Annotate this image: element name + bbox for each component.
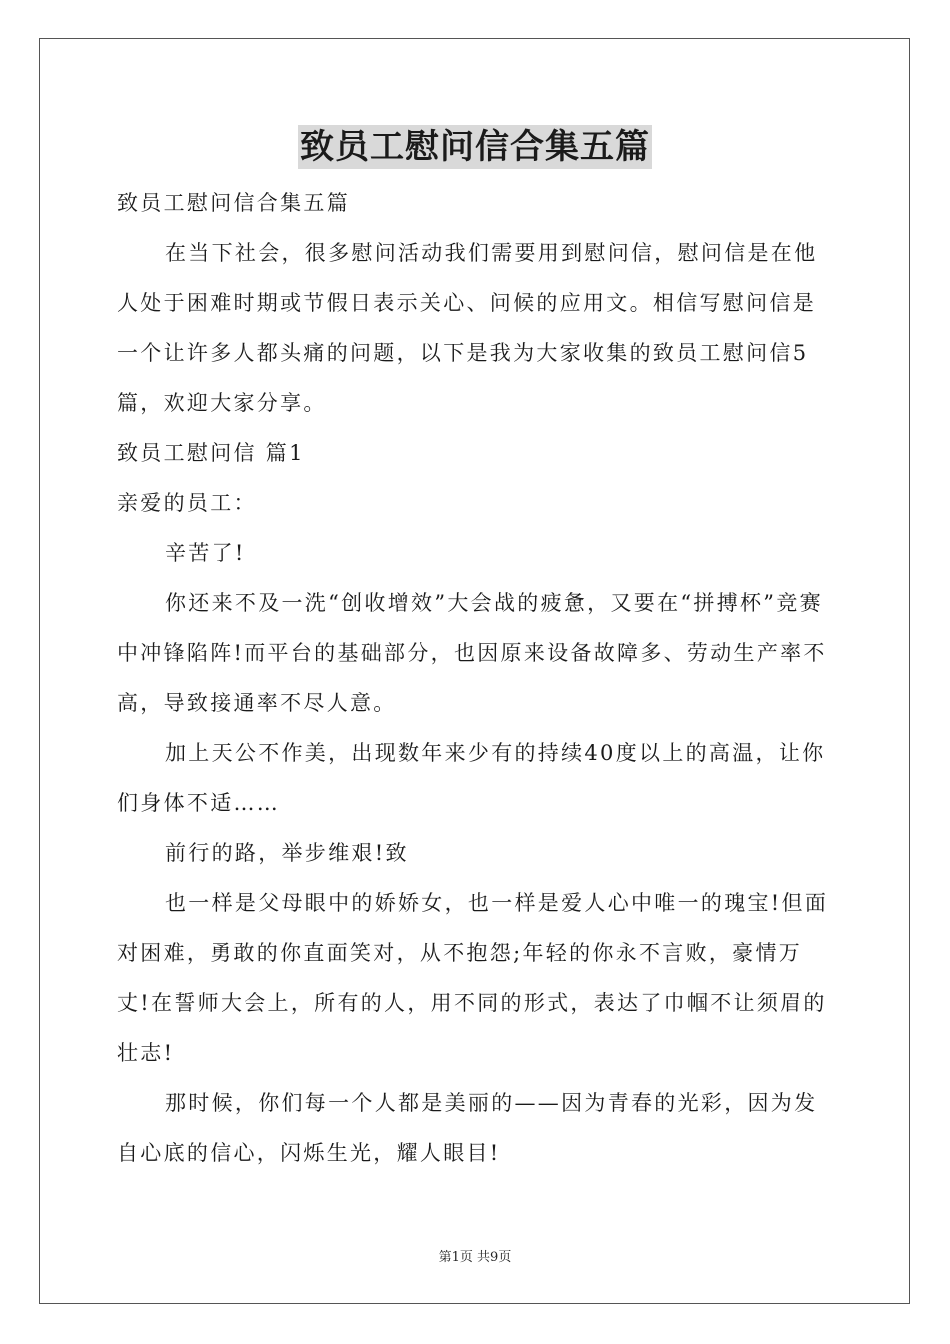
paragraph-subtitle: 致员工慰问信合集五篇 — [117, 191, 350, 215]
title-container — [0, 125, 950, 169]
paragraph-intro: 在当下社会，很多慰问活动我们需要用到慰问信，慰问信是在他人处于困难时期或节假日表示关心、问候的应用文。相信写慰问信是一个让许多人都头痛的问题，以下是我为大家收集的致员工慰问信5篇，欢迎大家分享。 — [117, 241, 818, 415]
paragraph-body: 也一样是父母眼中的娇娇女，也一样是爱人心中唯一的瑰宝!但面对困难，勇敢的你直面笑对，从不抱怨;年轻的你永不言败，豪情万丈!在誓师大会上，所有的人，用不同的形式，表达了巾帼不让须眉的壮志! — [117, 891, 829, 1065]
salutation: 亲爱的员工： — [117, 491, 257, 515]
document-body — [117, 178, 835, 1178]
document-title: 致员工慰问信合集五篇 — [300, 127, 650, 167]
paragraph-greeting: 辛苦了! — [165, 541, 246, 565]
paragraph-body: 前行的路，举步维艰!致 — [165, 841, 409, 865]
section-heading: 致员工慰问信 篇1 — [117, 441, 305, 465]
paragraph-body: 你还来不及一洗“创收增效”大会战的疲惫，又要在“拼搏杯”竞赛中冲锋陷阵!而平台的基础部分，也因原来设备故障多、劳动生产率不高，导致接通率不尽人意。 — [117, 591, 827, 715]
page-footer: 第1页 共9页 — [438, 1250, 512, 1265]
paragraph-body: 那时候，你们每一个人都是美丽的——因为青春的光彩，因为发自心底的信心，闪烁生光，耀人眼目! — [117, 1091, 818, 1165]
paragraph-body: 加上天公不作美，出现数年来少有的持续40度以上的高温，让你们身体不适…… — [117, 741, 826, 815]
